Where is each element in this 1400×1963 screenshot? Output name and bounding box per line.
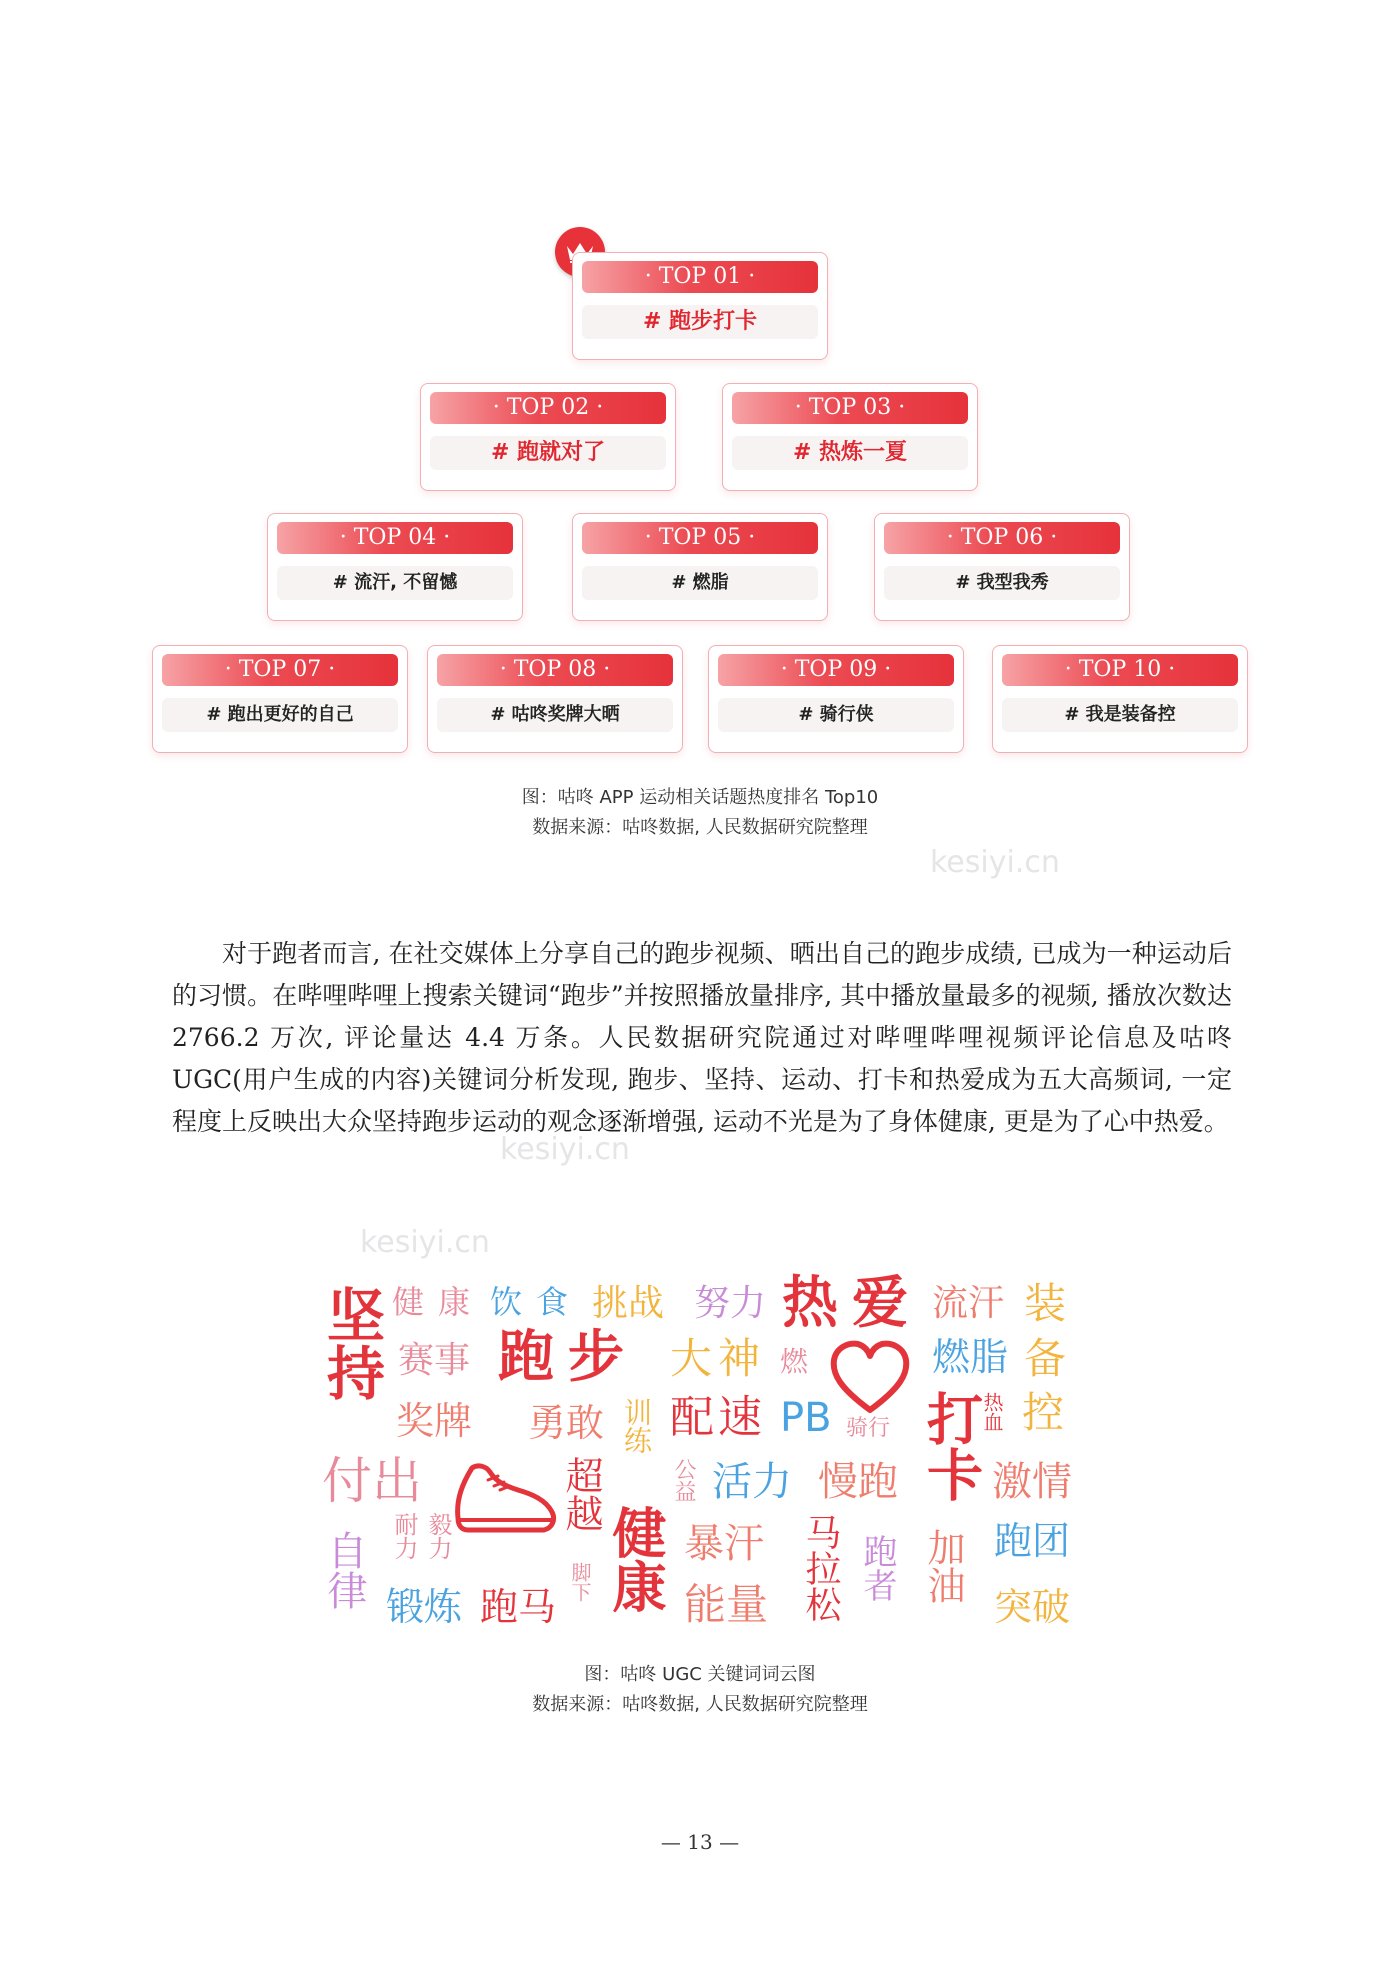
word: 自律 (321, 1530, 367, 1610)
rank-topic: # 跑步打卡 (582, 305, 818, 339)
word: PB (780, 1395, 832, 1441)
word: 跑团 (994, 1519, 1071, 1563)
rank-topic: # 热炼一夏 (732, 436, 968, 470)
rank-label: · TOP 05 · (582, 522, 818, 554)
figure-caption-2 (0, 1660, 1400, 1720)
word: 超越 (559, 1456, 603, 1532)
word: 健康 (604, 1505, 667, 1613)
rank-card-05 (572, 513, 828, 621)
word: 锻炼 (386, 1585, 463, 1629)
rank-topic: # 流汗, 不留憾 (277, 566, 513, 600)
word: 打卡 (918, 1390, 983, 1502)
word: 脚下 (568, 1562, 592, 1602)
word: 勇敢 (528, 1401, 605, 1445)
word: 燃 (780, 1345, 809, 1378)
rank-card-03 (722, 383, 978, 491)
caption-title: 图：咕咚 APP 运动相关话题热度排名 Top10 (521, 787, 879, 808)
word: 慢跑 (818, 1459, 898, 1505)
rank-label: · TOP 08 · (437, 654, 673, 686)
word: 努力 (694, 1283, 767, 1324)
word: 热血 (980, 1392, 1004, 1432)
rank-card-09 (708, 645, 964, 753)
rank-topic: # 我是装备控 (1002, 698, 1238, 732)
word: 激情 (992, 1459, 1072, 1505)
word: 燃脂 (932, 1335, 1009, 1379)
word: 装 (1024, 1279, 1067, 1328)
word: 坚持 (317, 1285, 385, 1401)
watermark: kesiyi.cn (360, 1225, 490, 1260)
rank-topic: # 燃脂 (582, 566, 818, 600)
rank-label: · TOP 09 · (718, 654, 954, 686)
rank-topic: # 骑行侠 (718, 698, 954, 732)
figure-caption-1 (0, 783, 1400, 843)
word: 训练 (620, 1398, 653, 1454)
word: 赛事 (398, 1340, 471, 1381)
word: 健康 (392, 1283, 485, 1321)
word: 活力 (712, 1459, 792, 1505)
watermark: kesiyi.cn (500, 1132, 630, 1167)
running-shoe-icon (452, 1456, 560, 1540)
word: 饮食 (490, 1283, 583, 1321)
word: 大神 (670, 1334, 767, 1383)
word: 跑者 (857, 1534, 897, 1602)
word: 热爱 (782, 1271, 922, 1336)
rank-card-10 (992, 645, 1248, 753)
rank-label: · TOP 10 · (1002, 654, 1238, 686)
rank-label: · TOP 06 · (884, 522, 1120, 554)
rank-card-04 (267, 513, 523, 621)
rank-label: · TOP 04 · (277, 522, 513, 554)
rank-label: · TOP 01 · (582, 261, 818, 293)
rank-card-06 (874, 513, 1130, 621)
body-paragraph (172, 933, 1232, 1143)
word: 流汗 (932, 1283, 1005, 1324)
caption-title: 图：咕咚 UGC 关键词词云图 (584, 1664, 816, 1685)
word: 毅力 (424, 1512, 452, 1560)
rank-card-08 (427, 645, 683, 753)
page-number: — 13 — (660, 1830, 740, 1854)
paragraph-text: 对于跑者而言, 在社交媒体上分享自己的跑步视频、晒出自己的跑步成绩, 已成为一种运动后的习惯。在哔哩哔哩上搜索关键词“跑步”并按照播放量排序, 其中播放量最多的视频, 播放次数达 2766.2 万次, 评论量达 4.4 万条。人民数据研究院通过对哔哩哔哩视频评论信息及咕咚 UGC(用户生成的内容)关键词分析发现, 跑步、坚持、运动、打卡和热爱成为五大高频词, 一定程度上反映出大众坚持跑步运动的观念逐渐增强, 运动不光是为了身体健康, 更是为了心中热爱。 (172, 939, 1232, 1136)
word: 付出 (322, 1452, 422, 1510)
rank-topic: # 我型我秀 (884, 566, 1120, 600)
rank-topic: # 跑出更好的自己 (162, 698, 398, 732)
word: 配速 (670, 1392, 766, 1443)
word: 耐力 (390, 1512, 418, 1560)
word: 挑战 (592, 1283, 665, 1324)
rank-card-07 (152, 645, 408, 753)
rank-label: · TOP 02 · (430, 392, 666, 424)
word: 马拉松 (800, 1514, 841, 1622)
word: 加油 (921, 1528, 965, 1604)
rank-topic: # 咕咚奖牌大晒 (437, 698, 673, 732)
rank-label: · TOP 03 · (732, 392, 968, 424)
word: 奖牌 (396, 1399, 473, 1443)
caption-source: 数据来源：咕咚数据, 人民数据研究院整理 (532, 817, 868, 838)
word: 突破 (994, 1585, 1071, 1629)
word: 暴汗 (684, 1521, 764, 1567)
rank-card-01 (572, 252, 828, 360)
heart-icon (828, 1338, 912, 1418)
rank-label: · TOP 07 · (162, 654, 398, 686)
word: 跑马 (480, 1585, 557, 1629)
word: 控 (1022, 1388, 1065, 1437)
watermark: kesiyi.cn (930, 845, 1060, 880)
rank-card-02 (420, 383, 676, 491)
rank-topic: # 跑就对了 (430, 436, 666, 470)
caption-source: 数据来源：咕咚数据, 人民数据研究院整理 (532, 1694, 868, 1715)
word: 骑行 (846, 1416, 891, 1441)
word: 公益 (671, 1458, 696, 1502)
word: 能量 (684, 1580, 769, 1629)
word: 跑步 (498, 1325, 638, 1390)
word: 备 (1024, 1334, 1067, 1383)
